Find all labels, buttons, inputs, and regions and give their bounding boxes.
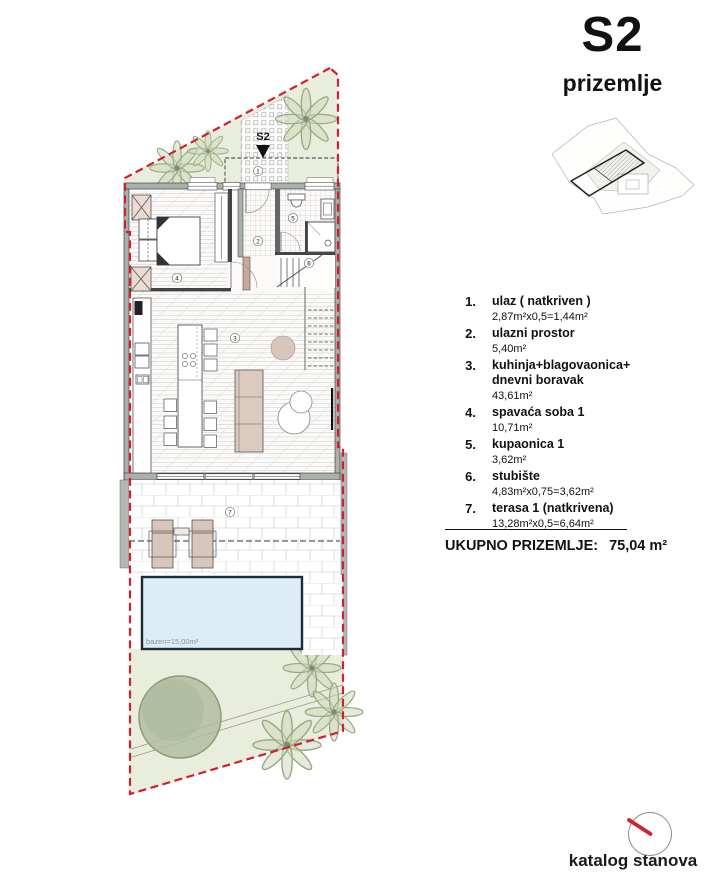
svg-text:3: 3 [233, 335, 237, 343]
room-marker [253, 236, 262, 245]
room-marker [225, 507, 234, 516]
svg-text:7: 7 [228, 509, 232, 517]
round-tree-icon [139, 676, 221, 758]
sofa [235, 370, 263, 452]
room-marker [253, 166, 262, 175]
stone-paving [302, 575, 343, 655]
closet [215, 193, 228, 262]
room-area: 4,83m²x0,75=3,62m² [492, 486, 594, 498]
legend-item: 1. ulaz ( natkriven ) 2,87m²x0,5=1,44m² [465, 294, 591, 323]
pool [142, 577, 302, 649]
plan-unit-label: S2 [256, 131, 270, 143]
room-area: 13,28m²x0,5=6,64m² [492, 518, 594, 530]
katalog-stanova-link[interactable]: katalog stanova [568, 851, 698, 870]
room-marker [230, 333, 239, 342]
terrace-slider-window [157, 474, 300, 479]
room-name: terasa 1 (natkrivena) [492, 501, 614, 515]
legend-item: 2. ulazni prostor 5,40m² [465, 326, 575, 355]
floor-title: prizemlje [562, 70, 663, 97]
tv [331, 388, 333, 430]
svg-text:1: 1 [256, 168, 260, 176]
total-value: 75,04 m² [609, 538, 668, 554]
room-name: dnevni boravak [492, 373, 584, 387]
bed [139, 217, 200, 265]
wardrobe [131, 267, 151, 291]
room-name: spavaća soba 1 [492, 405, 585, 419]
pouf [271, 336, 295, 360]
pool-label: bazen=15,00m² [146, 637, 199, 646]
bar-stools [204, 329, 217, 371]
legend-item: 7. terasa 1 (natkrivena) 13,28m²x0,5=6,64m² [465, 501, 614, 530]
divider [445, 529, 627, 530]
wardrobe [132, 195, 151, 220]
svg-text:6: 6 [307, 260, 311, 268]
total-label: UKUPNO PRIZEMLJE: [445, 538, 599, 554]
svg-text:5: 5 [291, 215, 295, 223]
room-marker [172, 273, 181, 282]
site-location-map [548, 112, 706, 220]
unit-title: S2 [581, 8, 644, 62]
legend-item: 4. spavaća soba 1 10,71m² [465, 405, 585, 434]
title-block [545, 10, 680, 97]
coffee-table [290, 391, 312, 413]
sun-lounger [189, 520, 216, 568]
room-name: kupaonica 1 [492, 437, 565, 451]
room-area: 5,40m² [492, 343, 527, 355]
kitchen-island [178, 325, 202, 447]
room-area: 43,61m² [492, 390, 533, 402]
room-marker [304, 258, 313, 267]
sun-lounger [149, 520, 176, 568]
legend-item: 3. kuhinja+blagovaonica+ dnevni boravak 43,61m² [465, 358, 631, 402]
shower [308, 222, 336, 252]
svg-text:2: 2 [256, 238, 260, 246]
room-area: 2,87m²x0,5=1,44m² [492, 311, 588, 323]
room-area: 10,71m² [492, 422, 533, 434]
kitchen-counter [133, 298, 151, 473]
room-name: kuhinja+blagovaonica+ [492, 358, 631, 372]
side-table [174, 528, 189, 535]
legend-item: 6. stubište 4,83m²x0,75=3,62m² [465, 469, 594, 498]
total-area-block [445, 529, 668, 554]
legend-item: 5. kupaonica 1 3,62m² [465, 437, 565, 466]
room-name: stubište [492, 469, 540, 483]
floor-plan [100, 55, 370, 815]
room-name: ulaz ( natkriven ) [492, 294, 591, 308]
room-marker [288, 213, 297, 222]
svg-text:4: 4 [175, 275, 179, 283]
kitchen-sink [136, 375, 149, 384]
hall-floor [243, 189, 275, 257]
legend [443, 294, 668, 533]
sink [321, 199, 334, 219]
room-area: 3,62m² [492, 454, 527, 466]
room-name: ulazni prostor [492, 326, 575, 340]
